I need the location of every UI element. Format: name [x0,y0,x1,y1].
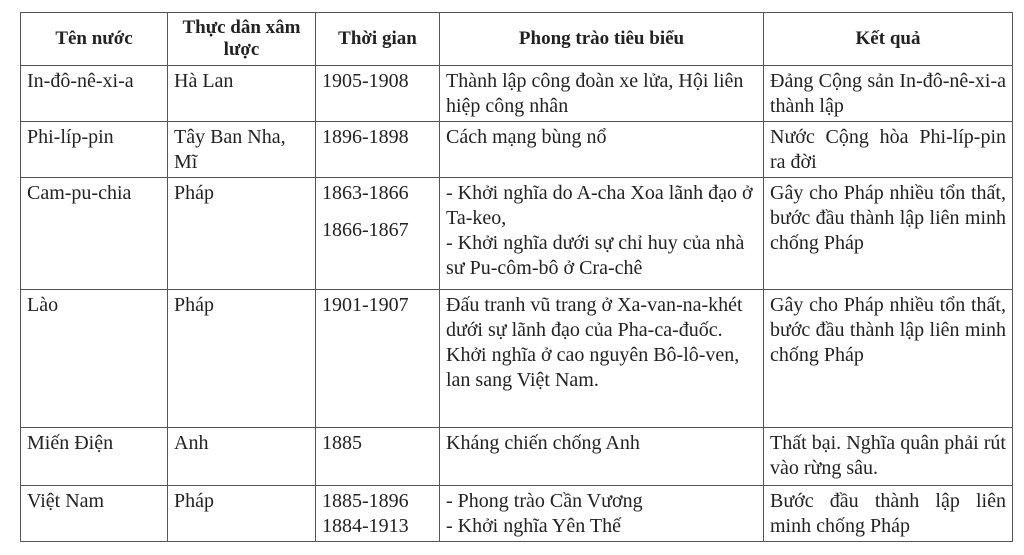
cell-result: Thất bại. Nghĩa quân phải rút vào rừng sâu. [764,428,1013,486]
cell-time [316,486,440,542]
cell-country: Phi-líp-pin [21,122,168,178]
time-value: 1885-1896 [322,490,409,512]
cell-time [316,122,440,178]
cell-time [316,290,440,428]
colonial-resistance-table [20,12,1013,542]
cell-colonizer: Tây Ban Nha, Mĩ [168,122,316,178]
movement-item: - Khởi nghĩa dưới sự chỉ huy của nhà sư Pu-côm-bô ở Cra-chê [446,232,745,279]
cell-movement [440,178,764,290]
cell-movement [440,290,764,428]
table-row [21,290,1013,428]
cell-movement [440,122,764,178]
header-country: Tên nước [21,13,168,66]
cell-country: Việt Nam [21,486,168,542]
time-value: 1863-1866 [322,182,409,204]
table-row [21,486,1013,542]
cell-colonizer: Pháp [168,486,316,542]
cell-result: Gây cho Pháp nhiều tổn thất, bước đầu thành lập liên minh chống Pháp [764,178,1013,290]
time-value: 1884-1913 [322,515,409,537]
movement-item: Đấu tranh vũ trang ở Xa-van-na-khét dưới sự lãnh đạo của Pha-ca-đuốc. [446,294,743,341]
table-row [21,66,1013,122]
header-colonizer: Thực dân xâm lược [168,13,316,66]
cell-result: Gây cho Pháp nhiều tổn thất, bước đầu thành lập liên minh chống Pháp [764,290,1013,428]
cell-colonizer: Hà Lan [168,66,316,122]
movement-item: Cách mạng bùng nổ [446,126,607,148]
time-value: 1901-1907 [322,294,409,316]
time-value: 1885 [322,432,362,454]
table-row [21,178,1013,290]
cell-country: Miến Điện [21,428,168,486]
movement-item: - Khởi nghĩa Yên Thế [446,515,621,537]
movement-item: - Khởi nghĩa do A-cha Xoa lãnh đạo ở Ta-keo, [446,182,753,229]
time-value: 1866-1867 [322,219,409,241]
table-header-row [21,13,1013,66]
cell-result: Đảng Cộng sản In-đô-nê-xi-a thành lập [764,66,1013,122]
table-row [21,122,1013,178]
movement-item: Khởi nghĩa ở cao nguyên Bô-lô-ven, lan sang Việt Nam. [446,344,740,391]
cell-time [316,428,440,486]
cell-result: Bước đầu thành lập liên minh chống Pháp [764,486,1013,542]
cell-colonizer: Anh [168,428,316,486]
cell-movement [440,486,764,542]
cell-movement [440,428,764,486]
cell-country: Cam-pu-chia [21,178,168,290]
document-page [20,12,1012,542]
cell-movement [440,66,764,122]
cell-country: In-đô-nê-xi-a [21,66,168,122]
cell-colonizer: Pháp [168,290,316,428]
time-value: 1896-1898 [322,126,409,148]
cell-country: Lào [21,290,168,428]
header-result: Kết quả [764,13,1013,66]
table-row [21,428,1013,486]
cell-time [316,178,440,290]
cell-result: Nước Cộng hòa Phi-líp-pin ra đời [764,122,1013,178]
time-value: 1905-1908 [322,70,409,92]
movement-item: - Phong trào Cần Vương [446,490,643,512]
movement-item: Kháng chiến chống Anh [446,432,640,454]
header-time: Thời gian [316,13,440,66]
header-movement: Phong trào tiêu biểu [440,13,764,66]
movement-item: Thành lập công đoàn xe lửa, Hội liên hiệp công nhân [446,70,744,117]
cell-time [316,66,440,122]
cell-colonizer: Pháp [168,178,316,290]
